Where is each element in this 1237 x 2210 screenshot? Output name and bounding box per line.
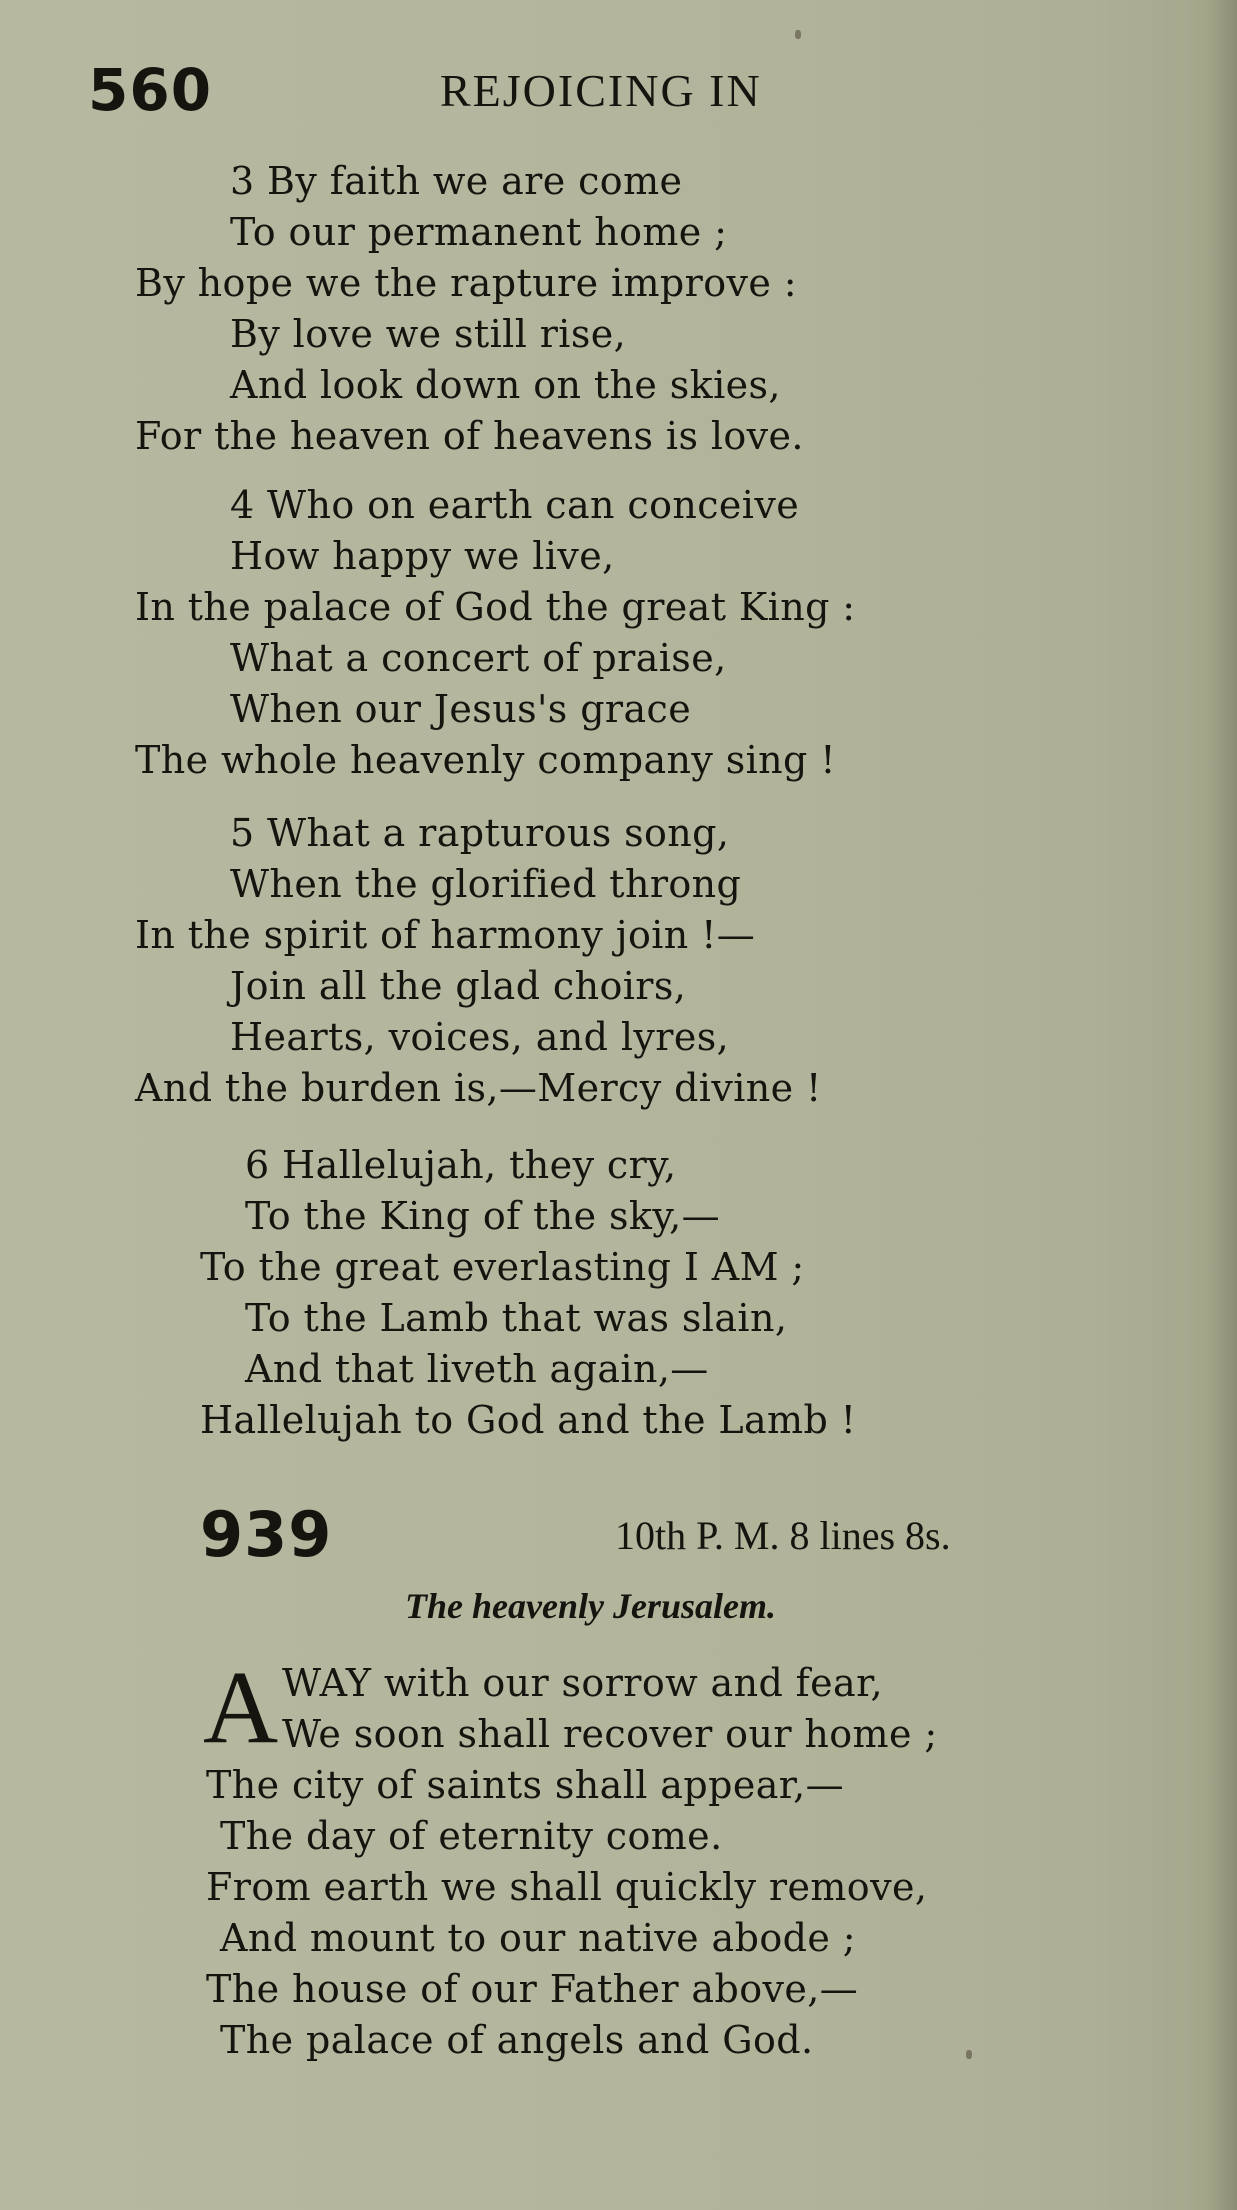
verse-line: To the great everlasting I AM ;: [200, 1245, 805, 1289]
hymn-number: 939: [200, 1498, 333, 1571]
verse-line: What a concert of praise,: [230, 636, 727, 680]
paper-speck: [966, 2050, 972, 2059]
verse-line: The palace of angels and God.: [220, 2018, 814, 2062]
hymn-939-text: [206, 1658, 1142, 2066]
page-header: [88, 55, 848, 125]
verse-line: When the glorified throng: [230, 862, 742, 906]
verse-line: When our Jesus's grace: [230, 687, 692, 731]
verse-line: 4 Who on earth can conceive: [230, 483, 800, 527]
verse-line: Join all the glad choirs,: [230, 964, 687, 1008]
running-head: REJOICING IN: [440, 65, 762, 116]
hymn-meter: 10th P. M. 8 lines 8s.: [615, 1513, 951, 1558]
verse-line: To the Lamb that was slain,: [245, 1296, 788, 1340]
verse-line: The city of saints shall appear,—: [206, 1763, 845, 1807]
verse-line: For the heaven of heavens is love.: [135, 414, 804, 458]
paper-speck: [795, 30, 801, 39]
verse-line: 6 Hallelujah, they cry,: [245, 1143, 677, 1187]
drop-cap: A: [203, 1650, 279, 1765]
verse-line: The house of our Father above,—: [206, 1967, 859, 2011]
verse-line: Hearts, voices, and lyres,: [230, 1015, 730, 1059]
verse-line: The whole heavenly company sing !: [135, 738, 836, 782]
verse-line: By love we still rise,: [230, 312, 627, 356]
verse-line: To the King of the sky,—: [245, 1194, 721, 1238]
verse-line: We soon shall recover our home ;: [282, 1712, 938, 1756]
verse-line: In the spirit of harmony join !—: [135, 913, 756, 957]
verse-line: To our permanent home ;: [230, 210, 728, 254]
verse-line: The day of eternity come.: [220, 1814, 723, 1858]
verse-line: Hallelujah to God and the Lamb !: [200, 1398, 857, 1442]
verse-line: By hope we the rapture improve :: [135, 261, 797, 305]
verse-line: 3 By faith we are come: [230, 159, 683, 203]
verse-line: And look down on the skies,: [230, 363, 781, 407]
verse-line: WAY with our sorrow and fear,: [282, 1661, 883, 1705]
hymn-title: The heavenly Jerusalem.: [405, 1586, 776, 1626]
verse-line: And the burden is,—Mercy divine !: [135, 1066, 822, 1110]
verse-line: In the palace of God the great King :: [135, 585, 856, 629]
page-edge-shadow: [1209, 0, 1237, 2210]
verse-line: And mount to our native abode ;: [220, 1916, 856, 1960]
verse-line: How happy we live,: [230, 534, 615, 578]
stanza-5: [135, 808, 1115, 1114]
stanza-3: [135, 156, 1115, 462]
page-number: 560: [88, 56, 213, 124]
stanza-4: [135, 480, 1115, 786]
hymn-heading: [200, 1495, 1100, 1575]
stanza-6: [185, 1140, 1115, 1446]
verse-line: 5 What a rapturous song,: [230, 811, 730, 855]
verse-line: From earth we shall quickly remove,: [206, 1865, 928, 1909]
verse-line: And that liveth again,—: [245, 1347, 709, 1391]
